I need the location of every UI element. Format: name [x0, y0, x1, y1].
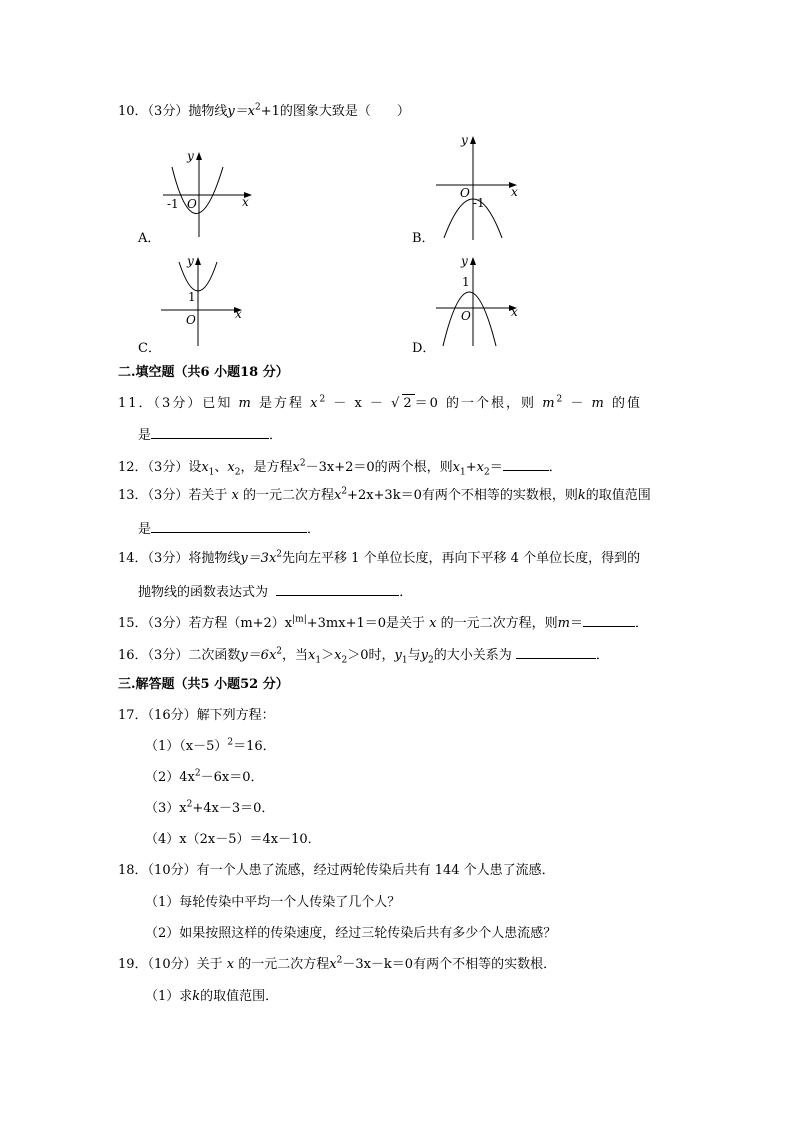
question-13-line2: 是 ．: [138, 519, 320, 539]
question-17-part-2: $(2)4x^2-6x=0$．: [145, 768, 264, 785]
one-label: 1: [188, 290, 196, 304]
origin-label: O: [186, 313, 196, 327]
minus-one-label: -1: [167, 197, 179, 211]
y-arrow: [470, 136, 476, 144]
section-2-title: 二.填空题（共6 小题18 分）: [118, 365, 289, 380]
answer-blank[interactable]: [151, 519, 307, 533]
x-label: x: [511, 305, 518, 319]
one-label: 1: [462, 275, 470, 289]
x-label: x: [242, 195, 249, 209]
question-18-part-2: （2）如果按照这样的传染速度，经过三轮传染后共有多少个人患流感？: [145, 926, 557, 941]
answer-blank[interactable]: [516, 645, 596, 659]
question-10-stem: 10．（3分）抛物线$y=x^2+1$的图象大致是（ ）: [118, 102, 410, 119]
x-label: x: [511, 185, 518, 199]
option-d-label: D．: [412, 341, 436, 356]
answer-blank[interactable]: [276, 582, 399, 596]
y-arrow: [470, 257, 476, 265]
origin-label: O: [460, 186, 470, 200]
question-17-title: 17．（16分）解下列方程：: [118, 708, 275, 723]
parabola: [172, 167, 223, 214]
section-3-title: 三.解答题（共5 小题52 分）: [118, 677, 289, 692]
option-b-graph: [430, 130, 530, 245]
y-label: y: [187, 254, 194, 268]
option-d-graph: [430, 250, 530, 350]
question-18-part-1: （1）每轮传染中平均一个人传染了几个人？: [145, 895, 401, 910]
question-17-part-4: （4）x（2x－5）＝4x－10．: [145, 832, 321, 847]
y-label: y: [461, 133, 468, 147]
x-label: x: [235, 307, 242, 321]
origin-label: O: [187, 197, 197, 211]
y-arrow: [196, 152, 202, 160]
question-16: 16．（3分）二次函数$y=6x^2$，当$x_1>x_2>0$时，$y_1$与$y_2$的大小关系为 ．: [118, 646, 609, 666]
question-17-part-1: $(1)(x-5)^2=16$．: [145, 737, 276, 754]
minus-one-label: -1: [473, 196, 485, 210]
option-a-graph: [155, 145, 265, 240]
question-15: 15．（3分）若方程$(m+2)x^{|m|}+3mx+1=0$是关于 x 的一元二次方程，则m＝ ．: [118, 614, 649, 631]
origin-label: O: [461, 309, 471, 323]
question-19-title: 19．（10分）关于 x 的一元二次方程$x^2-3x-k=0$有两个不相等的实数根．: [118, 955, 557, 972]
question-11-line2: 是 ．: [138, 425, 282, 445]
y-arrow: [195, 257, 201, 265]
answer-blank[interactable]: [583, 613, 635, 627]
y-label: y: [461, 254, 468, 268]
sqrt-symbol: √: [391, 396, 402, 411]
option-a-label: A．: [138, 231, 161, 246]
question-12: 12．（3分）设$x_1$、$x_2$，是方程$x^2-3x+2=0$的两个根，则$x_1+x_2=$ ．: [118, 458, 562, 478]
question-18-title: 18．（10分）有一个人患了流感，经过两轮传染后共有 144 个人患了流感．: [118, 863, 555, 878]
question-11-line1: 11．（3分）已知 m 是方程 $x^2 - x$ － √ 2＝0 的一个根，则 $m^2 - m$ 的值: [118, 394, 643, 411]
option-c-label: C．: [138, 341, 161, 356]
question-19-part-1: （1）求k的取值范围．: [145, 989, 279, 1004]
question-17-part-3: $(3)x^2+4x-3=0$．: [145, 799, 275, 816]
answer-blank[interactable]: [503, 457, 549, 471]
option-b-label: B．: [412, 231, 435, 246]
y-label: y: [187, 149, 194, 163]
question-13-line1: 13．（3分）若关于 x 的一元二次方程$x^2+2x+3k=0$有两个不相等的实数根，则k的取值范围: [118, 486, 651, 503]
question-14-line1: 14．（3分）将抛物线$y=3x^2$先向左平移 1 个单位长度，再向下平移 4 个单位长度，得到的: [118, 549, 641, 566]
question-14-line2: 抛物线的函数表达式为 ．: [138, 582, 412, 602]
option-c-graph: [155, 250, 255, 350]
answer-blank[interactable]: [151, 425, 269, 439]
